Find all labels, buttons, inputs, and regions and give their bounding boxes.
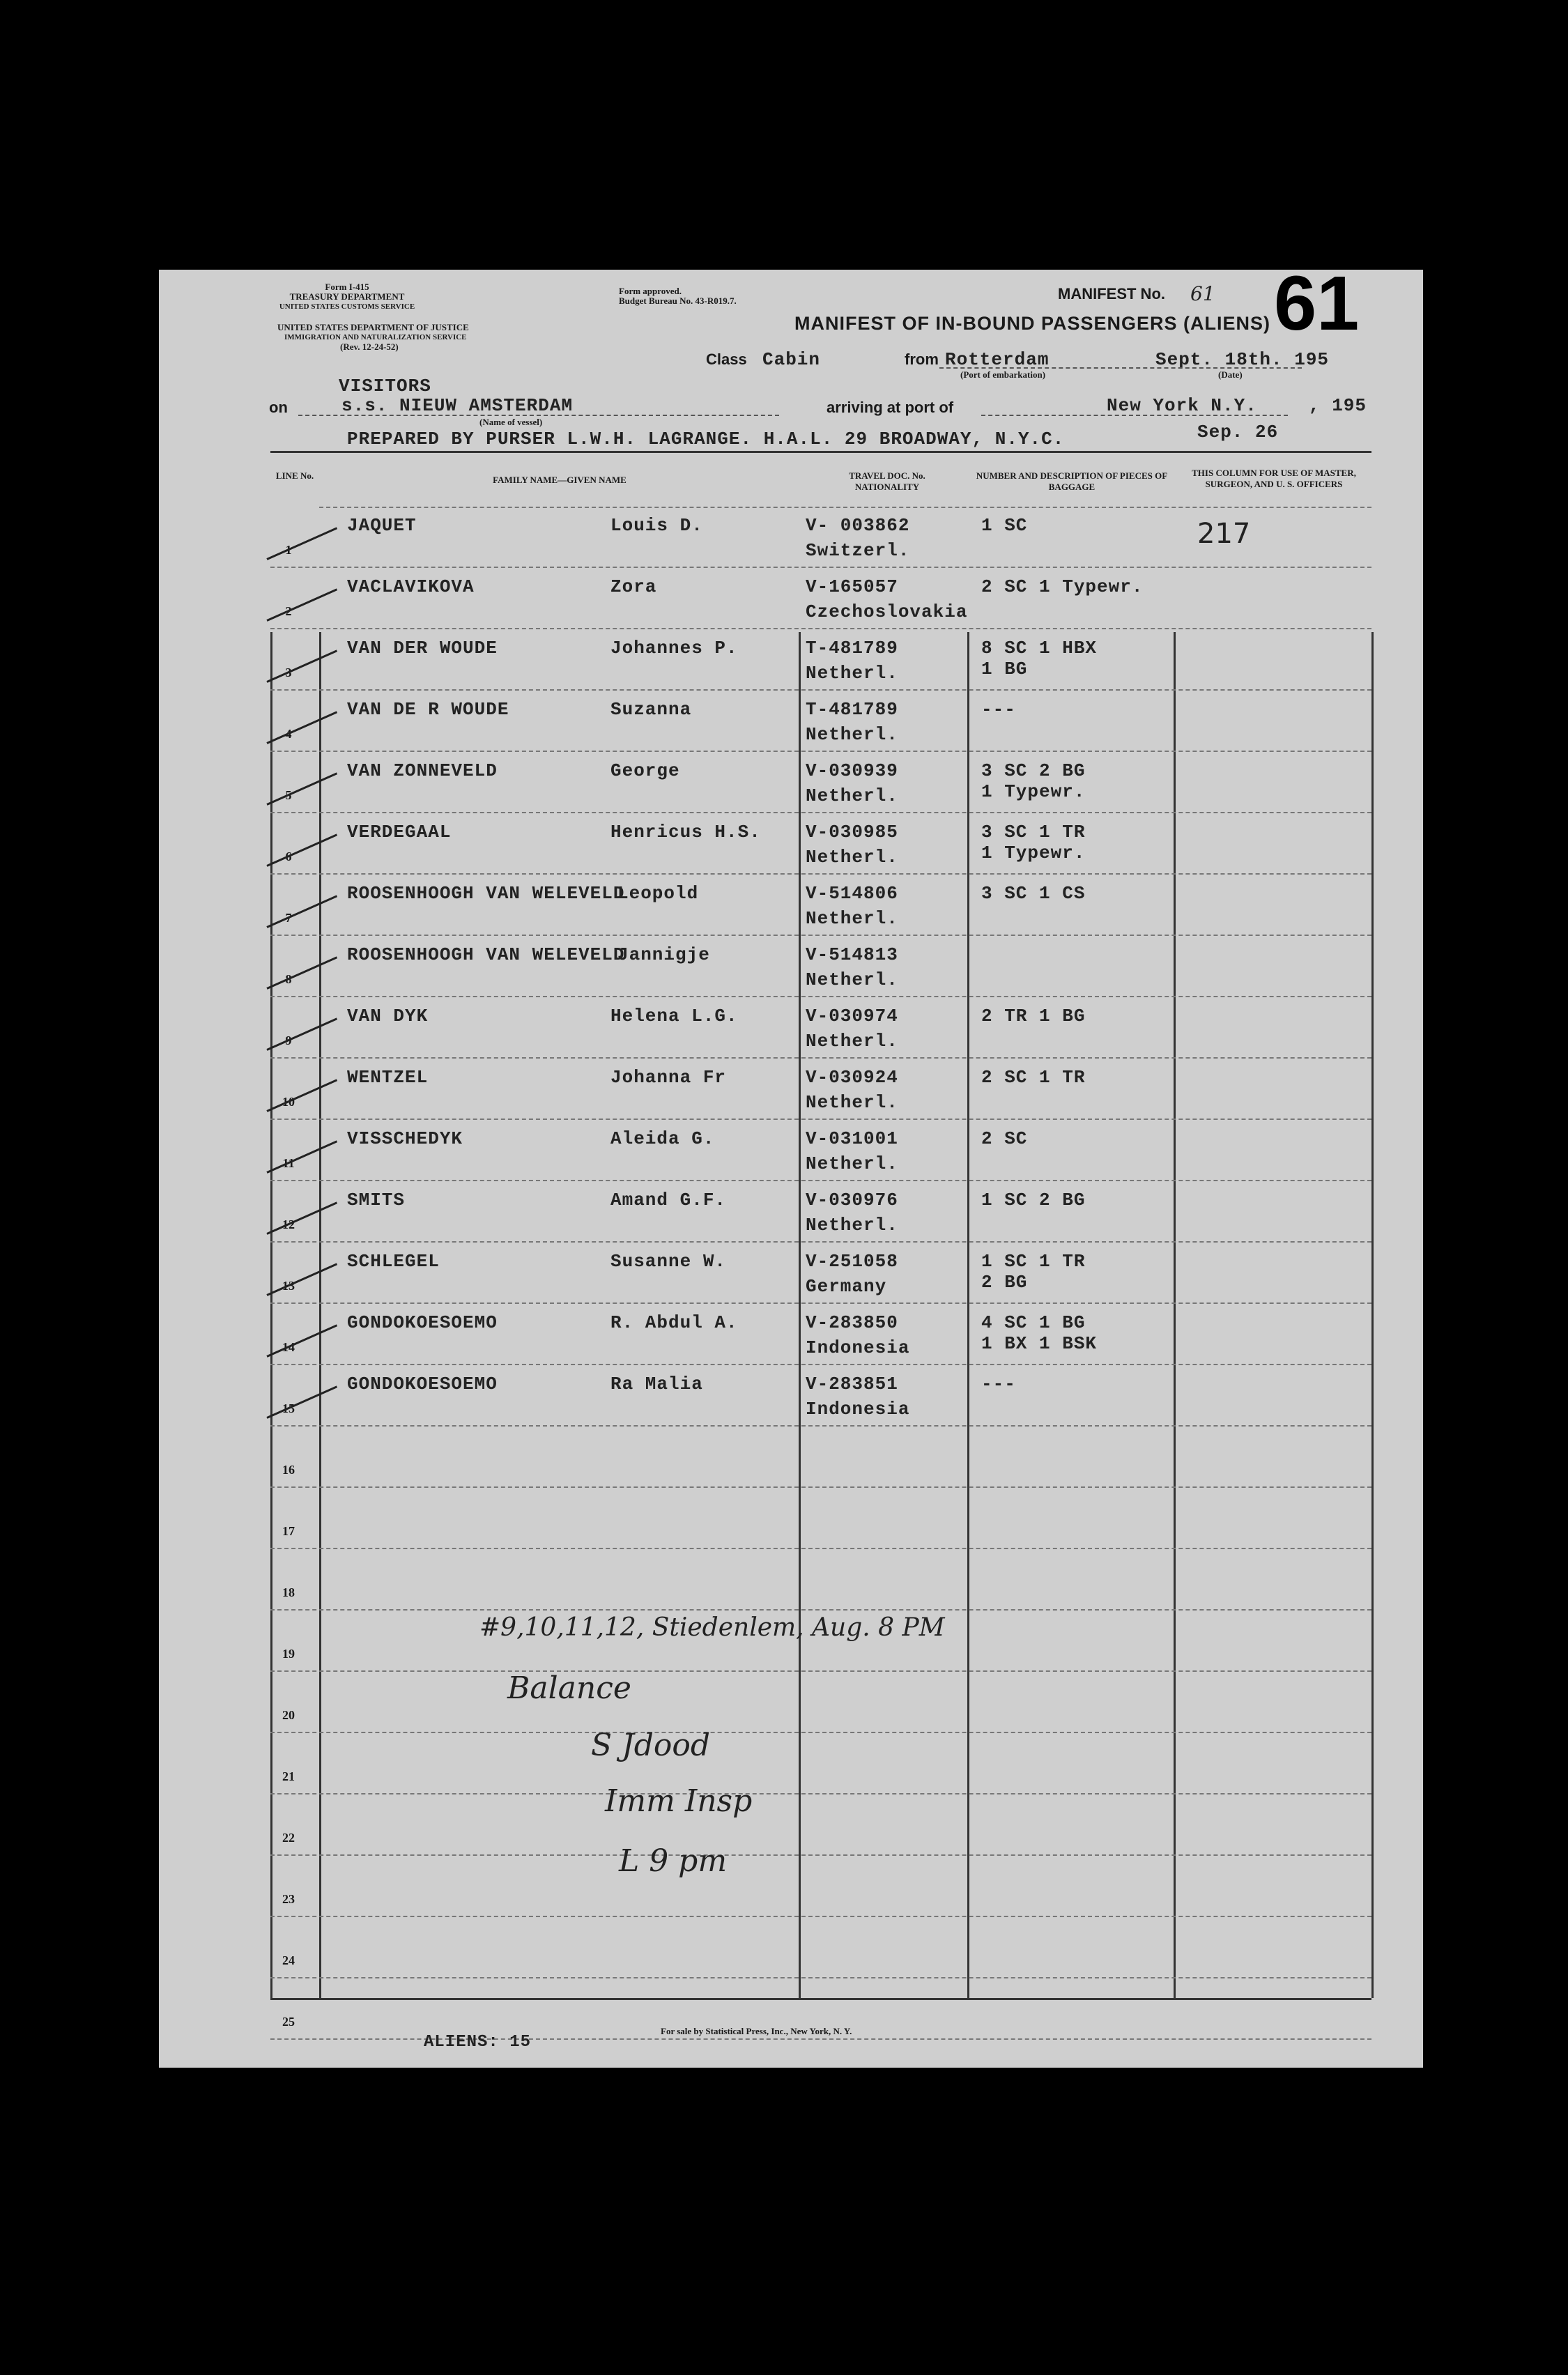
form-approved: Form approved. <box>619 286 682 296</box>
given-name: Henricus H.S. <box>610 822 761 843</box>
nationality: Netherl. <box>806 847 898 868</box>
handwritten-time: L 9 pm <box>619 1843 728 1879</box>
baggage-line-1: 2 SC 1 TR <box>981 1067 1086 1088</box>
family-name: ROOSENHOOGH VAN WELEVELD <box>347 944 625 965</box>
given-name: George <box>610 760 680 781</box>
baggage-line-1: 3 SC 2 BG <box>981 760 1086 781</box>
nationality: Netherl. <box>806 1092 898 1113</box>
arrival-year: , 195 <box>1309 395 1367 416</box>
baggage-line-1: --- <box>981 699 1016 720</box>
family-name: VAN DE R WOUDE <box>347 699 509 720</box>
table-row-empty <box>270 1733 1371 1794</box>
baggage-line-1: 1 SC <box>981 515 1028 536</box>
given-name: Jannigje <box>617 944 710 965</box>
table-row <box>270 1181 1371 1243</box>
baggage-line-2: 1 BG <box>981 659 1028 679</box>
handwritten-note-16: #9,10,11,12, Stiedenlem, Aug. 8 PM <box>479 1613 945 1642</box>
travel-doc-number: V-030976 <box>806 1190 898 1210</box>
class-value: Cabin <box>762 349 821 370</box>
given-name: Johannes P. <box>610 638 738 659</box>
nationality: Indonesia <box>806 1399 910 1420</box>
travel-doc-number: V-283851 <box>806 1374 898 1394</box>
line-number: 21 <box>282 1769 295 1783</box>
prepared-by: PREPARED BY PURSER L.W.H. LAGRANGE. H.A.L. 29 BROADWAY, N.Y.C. <box>347 429 1065 449</box>
baggage-line-2: 1 BX 1 BSK <box>981 1333 1098 1354</box>
given-name: Louis D. <box>610 515 703 536</box>
line-number: 13 <box>282 1279 295 1293</box>
line-number: 8 <box>285 972 292 986</box>
family-name: VACLAVIKOVA <box>347 576 475 597</box>
table-row <box>270 1365 1371 1427</box>
visitors-note: VISITORS <box>339 376 431 397</box>
given-name: Leopold <box>617 883 699 904</box>
line-number: 20 <box>282 1708 295 1722</box>
given-name: Aleida G. <box>610 1128 715 1149</box>
baggage-line-1: 4 SC 1 BG <box>981 1312 1086 1333</box>
line-number: 6 <box>285 850 292 863</box>
officer-note: 217 <box>1197 518 1251 550</box>
vessel-line <box>298 415 779 416</box>
nationality: Netherl. <box>806 969 898 990</box>
line-number: 23 <box>282 1892 295 1906</box>
baggage-line-1: 1 SC 2 BG <box>981 1190 1086 1210</box>
travel-doc-number: V-030985 <box>806 822 898 843</box>
table-row-empty <box>270 1427 1371 1488</box>
nationality: Netherl. <box>806 663 898 684</box>
table-row <box>270 1120 1371 1181</box>
line-number: 16 <box>282 1463 295 1477</box>
line-number: 2 <box>285 604 292 618</box>
table-row-empty <box>270 1672 1371 1733</box>
justice-dept: UNITED STATES DEPARTMENT OF JUSTICE <box>277 322 469 332</box>
approval-block <box>619 286 737 306</box>
agency-block <box>270 282 424 312</box>
travel-doc-number: V-031001 <box>806 1128 898 1149</box>
revision: (Rev. 12-24-52) <box>340 341 399 352</box>
line-number: 7 <box>285 911 292 925</box>
baggage-line-1: 8 SC 1 HBX <box>981 638 1098 659</box>
given-name: Amand G.F. <box>610 1190 727 1210</box>
col-travel-doc: TRAVEL DOC. No. NATIONALITY <box>849 470 925 492</box>
given-name: Helena L.G. <box>610 1006 738 1027</box>
table-row <box>270 997 1371 1059</box>
manifest-label: MANIFEST No. <box>1058 285 1165 302</box>
line-number: 24 <box>282 1953 295 1967</box>
manifest-page <box>159 270 1423 2068</box>
justice-block <box>277 323 486 352</box>
table-row <box>270 1059 1371 1120</box>
handwritten-balance: Balance <box>507 1670 631 1706</box>
line-number: 9 <box>285 1033 292 1047</box>
given-name: Ra Malia <box>610 1374 703 1394</box>
baggage-line-1: --- <box>981 1374 1016 1394</box>
manifest-number-stamp: 61 <box>1274 270 1360 346</box>
table-row <box>270 691 1371 752</box>
baggage-line-1: 3 SC 1 TR <box>981 822 1086 843</box>
col-baggage: NUMBER AND DESCRIPTION OF PIECES OF BAGGAGE <box>976 470 1168 492</box>
given-name: Suzanna <box>610 699 692 720</box>
arrival-date: Sep. 26 <box>1197 422 1279 443</box>
line-number: 17 <box>282 1524 295 1538</box>
nationality: Netherl. <box>806 785 898 806</box>
from-label: from <box>905 351 939 368</box>
page-title: MANIFEST OF IN-BOUND PASSENGERS (ALIENS) <box>794 313 1271 334</box>
table-row <box>270 1243 1371 1304</box>
class-line <box>939 367 1302 369</box>
line-number: 15 <box>282 1401 295 1415</box>
baggage-line-2: 2 BG <box>981 1272 1028 1293</box>
baggage-line-2: 1 Typewr. <box>981 843 1086 863</box>
family-name: WENTZEL <box>347 1067 429 1088</box>
table-row <box>270 813 1371 875</box>
nationality: Czechoslovakia <box>806 601 968 622</box>
family-name: VISSCHEDYK <box>347 1128 463 1149</box>
table-row-empty <box>270 1549 1371 1611</box>
baggage-line-2: 1 Typewr. <box>981 781 1086 802</box>
family-name: GONDOKOESOEMO <box>347 1312 498 1333</box>
given-name: Susanne W. <box>610 1251 727 1272</box>
line-number: 18 <box>282 1585 295 1599</box>
vessel-name: s.s. NIEUW AMSTERDAM <box>341 395 574 416</box>
form-number: Form I-415 <box>325 282 369 292</box>
table-row <box>270 752 1371 813</box>
vessel-caption: (Name of vessel) <box>479 417 543 427</box>
table-row-empty <box>270 1794 1371 1856</box>
given-name: Zora <box>610 576 657 597</box>
given-name: Johanna Fr <box>610 1067 727 1088</box>
family-name: GONDOKOESOEMO <box>347 1374 498 1394</box>
travel-doc-number: T-481789 <box>806 638 898 659</box>
nationality: Switzerl. <box>806 540 910 561</box>
line-number: 4 <box>285 727 292 741</box>
travel-doc-number: V-030939 <box>806 760 898 781</box>
line-number: 10 <box>282 1095 295 1109</box>
handwritten-title: Imm Insp <box>605 1783 753 1819</box>
table-row <box>270 507 1371 568</box>
date-caption: (Date) <box>1218 369 1243 380</box>
nationality: Netherl. <box>806 908 898 929</box>
family-name: VAN DYK <box>347 1006 429 1027</box>
col-line-no: LINE No. <box>275 470 314 481</box>
arriving-label: arriving at port of <box>827 399 954 416</box>
line-number: 1 <box>285 543 292 557</box>
table-row-empty <box>270 1856 1371 1917</box>
line-number: 12 <box>282 1217 295 1231</box>
travel-doc-number: V-514813 <box>806 944 898 965</box>
table-row <box>270 1304 1371 1365</box>
col-officers: THIS COLUMN FOR USE OF MASTER, SURGEON, AND U. S. OFFICERS <box>1192 468 1356 489</box>
family-name: VERDEGAAL <box>347 822 452 843</box>
family-name: VAN ZONNEVELD <box>347 760 498 781</box>
line-number: 3 <box>285 666 292 679</box>
port-embarkation-caption: (Port of embarkation) <box>960 369 1046 380</box>
nationality: Netherl. <box>806 1031 898 1052</box>
table-row-empty <box>270 1917 1371 1978</box>
family-name: VAN DER WOUDE <box>347 638 498 659</box>
family-name: SCHLEGEL <box>347 1251 440 1272</box>
baggage-line-1: 1 SC 1 TR <box>981 1251 1086 1272</box>
budget-bureau: Budget Bureau No. 43-R019.7. <box>619 295 737 306</box>
manifest-number-written: 61 <box>1190 282 1215 305</box>
given-name: R. Abdul A. <box>610 1312 738 1333</box>
baggage-line-1: 3 SC 1 CS <box>981 883 1086 904</box>
line-number: 5 <box>285 788 292 802</box>
aliens-count: ALIENS: 15 <box>424 2033 532 2052</box>
baggage-line-1: 2 SC 1 Typewr. <box>981 576 1144 597</box>
nationality: Netherl. <box>806 724 898 745</box>
baggage-line-1: 2 SC <box>981 1128 1028 1149</box>
baggage-line-1: 2 TR 1 BG <box>981 1006 1086 1027</box>
col-name: FAMILY NAME—GIVEN NAME <box>493 475 627 485</box>
table-row <box>270 568 1371 629</box>
on-label: on <box>269 399 288 416</box>
arrival-port: New York N.Y. <box>1107 395 1257 416</box>
table-row <box>270 629 1371 691</box>
travel-doc-number: V-251058 <box>806 1251 898 1272</box>
family-name: SMITS <box>347 1190 406 1210</box>
travel-doc-number: V- 003862 <box>806 515 910 536</box>
table-row <box>270 936 1371 997</box>
class-label: Class <box>706 351 747 368</box>
travel-doc-number: V-165057 <box>806 576 898 597</box>
travel-doc-number: V-030974 <box>806 1006 898 1027</box>
nationality: Germany <box>806 1276 887 1297</box>
travel-doc-number: V-514806 <box>806 883 898 904</box>
travel-doc-number: T-481789 <box>806 699 898 720</box>
family-name: JAQUET <box>347 515 417 536</box>
sailing-date: Sept. 18th. 195 <box>1155 349 1330 370</box>
customs-service: UNITED STATES CUSTOMS SERVICE <box>279 302 415 311</box>
passenger-table <box>270 451 1371 2033</box>
travel-doc-number: V-283850 <box>806 1312 898 1333</box>
nationality: Indonesia <box>806 1337 910 1358</box>
nationality: Netherl. <box>806 1153 898 1174</box>
table-row-empty <box>270 1488 1371 1549</box>
travel-doc-number: V-030924 <box>806 1067 898 1088</box>
port-line <box>981 415 1288 416</box>
line-number: 14 <box>282 1340 295 1354</box>
line-number: 22 <box>282 1831 295 1845</box>
handwritten-signature: S Jdood <box>591 1728 711 1763</box>
treasury-dept: TREASURY DEPARTMENT <box>289 291 405 302</box>
ins-name: IMMIGRATION AND NATURALIZATION SERVICE <box>284 333 467 341</box>
family-name: ROOSENHOOGH VAN WELEVELD <box>347 883 625 904</box>
nationality: Netherl. <box>806 1215 898 1236</box>
line-number: 25 <box>282 2015 295 2029</box>
printer-credit: For sale by Statistical Press, Inc., New York, N. Y. <box>661 2026 852 2036</box>
from-value: Rotterdam <box>945 349 1050 370</box>
line-number: 11 <box>282 1156 295 1170</box>
line-number: 19 <box>282 1647 295 1661</box>
table-row <box>270 875 1371 936</box>
